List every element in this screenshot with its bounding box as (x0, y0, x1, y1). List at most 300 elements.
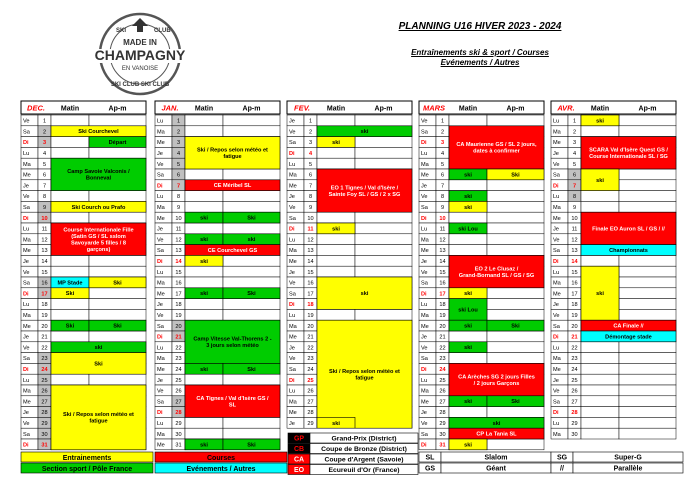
weekday: Ve (421, 269, 428, 276)
day-number: 15 (41, 269, 48, 276)
weekday: Lu (23, 377, 30, 384)
weekday: Je (553, 226, 559, 233)
day-number: 2 (42, 129, 47, 136)
weekday: Ve (23, 345, 30, 352)
day-number: 23 (307, 356, 314, 363)
event-label: Ski / Repos selon météo et fatigue (63, 412, 134, 425)
day-number: 4 (572, 151, 577, 157)
weekday: Je (421, 183, 427, 190)
weekday: Me (421, 248, 429, 255)
weekday: Me (157, 442, 165, 449)
weekday: Ma (289, 172, 297, 179)
header-matin: Matin (326, 105, 346, 113)
day-number: 7 (572, 183, 577, 190)
weekday: Je (23, 410, 29, 417)
day-number: 11 (41, 226, 48, 233)
event-label: ski (247, 237, 256, 244)
day-number: 25 (175, 377, 182, 384)
weekday: Sa (289, 291, 296, 298)
day-number: 24 (41, 367, 48, 373)
weekday: Di (23, 442, 29, 449)
day-number: 10 (41, 215, 48, 222)
header-matin: Matin (590, 105, 610, 113)
day-number: 18 (41, 302, 48, 309)
header-apm: Ap-m (374, 105, 393, 113)
day-number: 6 (308, 172, 313, 179)
day-number: 18 (175, 302, 182, 309)
weekday: Ma (23, 388, 31, 395)
weekday: Me (157, 367, 165, 373)
day-number: 25 (307, 377, 314, 384)
weekday: Sa (289, 367, 296, 373)
weekday: Di (553, 410, 559, 417)
weekday: Me (157, 140, 165, 147)
weekday: Me (289, 259, 297, 265)
event-label: ski (200, 215, 208, 222)
day-number: 2 (572, 129, 577, 136)
legend-discipline-label: Géant (486, 465, 506, 473)
day-number: 20 (175, 323, 182, 330)
event-label: ski (200, 291, 208, 298)
weekday: Je (23, 183, 29, 190)
weekday: Lu (23, 226, 30, 233)
legend-discipline-code: GS (424, 465, 436, 473)
weekday: Ve (553, 237, 560, 244)
legend-code: CB (293, 446, 305, 454)
weekday: Ve (157, 161, 164, 168)
event-label: ski (596, 291, 604, 298)
legend-discipline-label: Super-G (614, 454, 642, 462)
day-number: 12 (41, 237, 48, 244)
legend-code-cb (288, 444, 418, 454)
weekday: Lu (157, 118, 164, 125)
weekday: Sa (289, 215, 296, 222)
weekday: Lu (289, 313, 296, 319)
weekday: Di (421, 140, 427, 147)
event-label: Ski (247, 291, 256, 298)
weekday: Sa (553, 323, 560, 330)
day-number: 1 (308, 118, 313, 125)
event-label: Ski (113, 323, 122, 330)
event-label: Départ (108, 140, 127, 146)
weekday: Sa (157, 323, 164, 330)
weekday: Je (289, 421, 295, 427)
event-label: Démontage stade (605, 334, 652, 341)
weekday: Ma (553, 431, 561, 438)
weekday: Di (157, 259, 163, 265)
weekday: Je (157, 151, 163, 157)
weekday: Ve (553, 161, 560, 168)
day-number: 11 (439, 226, 446, 233)
day-number: 15 (571, 269, 578, 276)
day-number: 24 (439, 367, 446, 373)
weekday: Lu (157, 421, 164, 427)
day-number: 4 (308, 151, 313, 157)
event-label: ski (596, 118, 604, 125)
day-number: 30 (571, 431, 578, 438)
weekday: Ve (421, 118, 428, 125)
weekday: Je (289, 118, 295, 125)
day-number: 13 (41, 248, 48, 255)
weekday: Di (421, 291, 427, 298)
day-number: 28 (307, 410, 314, 417)
day-number: 5 (308, 161, 313, 168)
header-apm: Ap-m (108, 105, 127, 113)
day-number: 3 (440, 140, 445, 147)
page-subtitle-2: Evénements / Autres (440, 58, 520, 67)
event-label: CA Finale // (613, 323, 644, 330)
weekday: Me (23, 323, 31, 330)
legend-discipline-code: SL (425, 454, 435, 462)
day-number: 23 (439, 356, 446, 363)
legend-code-eo (288, 465, 418, 475)
day-number: 9 (176, 205, 181, 211)
weekday: Ma (157, 431, 165, 438)
month-name: DEC. (27, 103, 45, 113)
weekday: Di (289, 226, 295, 233)
day-number: 25 (439, 377, 446, 384)
legend-discipline-4 (551, 463, 683, 473)
day-number: 25 (571, 377, 578, 384)
day-number: 17 (439, 291, 446, 298)
day-number: 26 (571, 388, 578, 395)
day-number: 11 (307, 226, 314, 233)
day-number: 14 (439, 259, 446, 265)
weekday: Ma (553, 280, 561, 287)
day-number: 12 (439, 237, 446, 244)
day-number: 6 (440, 172, 445, 179)
weekday: Ma (553, 205, 561, 211)
event-label: ski (200, 258, 208, 265)
event-label: Camp Savoie Valconis / Bonneval (67, 169, 130, 182)
event-label: ski (464, 194, 472, 200)
weekday: Sa (23, 356, 30, 363)
legend-swatch-2 (155, 452, 287, 462)
day-number: 3 (176, 140, 181, 147)
weekday: Sa (421, 280, 428, 287)
weekday: Ve (289, 280, 296, 287)
weekday: Sa (553, 399, 560, 406)
legend-discipline-3 (551, 452, 683, 462)
event-label: Ski (113, 280, 122, 287)
weekday: Lu (421, 151, 428, 157)
legend-code-ca (288, 454, 418, 464)
day-number: 15 (307, 269, 314, 276)
day-number: 10 (439, 215, 446, 222)
weekday: Je (289, 345, 295, 352)
weekday: Di (23, 140, 29, 147)
day-number: 27 (571, 399, 578, 406)
day-number: 7 (440, 183, 445, 190)
day-number: 2 (176, 129, 181, 136)
event-label: CA Maurienne GS / SL 2 jours, dates à confirmer (456, 142, 537, 155)
event-label: ski (360, 129, 369, 136)
legend-discipline-code: SG (556, 454, 568, 462)
event-label: Ski / Repos selon météo et fatigue (197, 147, 268, 161)
event-label: ski (200, 237, 208, 244)
event-label: ski (464, 399, 472, 406)
weekday: Lu (289, 161, 296, 168)
day-number: 18 (571, 302, 578, 309)
weekday: Sa (23, 129, 30, 136)
weekday: Me (553, 367, 561, 373)
weekday: Lu (553, 269, 560, 276)
day-number: 1 (176, 118, 181, 125)
event-label: ski (360, 291, 369, 298)
day-number: 14 (41, 259, 48, 265)
event-label: Ski Courch ou Prafo (71, 204, 126, 211)
event-label: Ski (247, 366, 256, 373)
day-number: 1 (440, 118, 445, 125)
weekday: Ve (23, 421, 30, 427)
day-number: 27 (439, 399, 446, 406)
day-number: 4 (440, 151, 445, 157)
event-label: Ski (511, 172, 520, 179)
event-label: ski (464, 204, 472, 211)
weekday: Ve (23, 269, 30, 276)
day-number: 29 (175, 421, 182, 427)
legend-label: Section sport / Pôle France (41, 465, 133, 473)
weekday: Ve (553, 313, 560, 319)
weekday: Lu (157, 345, 164, 352)
day-number: 4 (176, 151, 181, 157)
day-number: 21 (307, 334, 314, 341)
weekday: Lu (553, 118, 560, 125)
day-number: 7 (42, 183, 47, 190)
weekday: Di (421, 367, 427, 373)
weekday: Lu (289, 388, 296, 395)
day-number: 10 (175, 215, 182, 222)
event-label: ski (464, 172, 472, 179)
weekday: Ma (157, 356, 165, 363)
weekday: Ma (289, 323, 297, 330)
weekday: Ve (421, 345, 428, 352)
weekday: Je (157, 377, 163, 384)
day-number: 26 (307, 388, 314, 395)
weekday: Sa (289, 140, 296, 147)
weekday: Di (421, 442, 427, 449)
day-number: 21 (41, 334, 48, 341)
weekday: Ma (157, 129, 165, 136)
page-title: PLANNING U16 HIVER 2023 - 2024 (398, 21, 562, 32)
month-name: AVR. (557, 103, 575, 113)
weekday: Ve (157, 313, 164, 319)
weekday: Di (23, 367, 29, 373)
day-number: 7 (176, 183, 181, 190)
day-number: 27 (175, 399, 182, 406)
weekday: Me (157, 291, 165, 298)
event-label: Ski (94, 361, 103, 368)
month-name: MARS (422, 103, 446, 113)
day-number: 22 (571, 345, 578, 352)
weekday: Ma (421, 161, 429, 168)
weekday: Me (421, 399, 429, 406)
day-number: 17 (307, 291, 314, 298)
weekday: Me (553, 215, 561, 222)
event-label: EO 2 Le Clusaz / Grand-Bornand SL / GS / SG (458, 266, 535, 279)
legend-discipline-code: // (560, 465, 564, 473)
day-number: 5 (572, 161, 577, 168)
day-number: 26 (41, 388, 48, 395)
day-number: 22 (175, 345, 182, 352)
day-number: 17 (175, 291, 182, 298)
event-label: ski (200, 366, 208, 373)
weekday: Ma (23, 237, 31, 244)
weekday: Sa (157, 248, 164, 255)
weekday: Me (23, 172, 31, 179)
weekday: Sa (23, 280, 30, 287)
day-number: 22 (439, 345, 446, 352)
weekday: Ma (157, 205, 165, 211)
day-number: 27 (307, 399, 314, 406)
day-number: 31 (41, 442, 48, 449)
event-label: ski Lou (458, 226, 478, 233)
day-number: 8 (440, 194, 445, 201)
weekday: Ve (421, 421, 428, 427)
day-number: 5 (42, 161, 47, 168)
svg-text:MADE IN: MADE IN (123, 38, 157, 47)
weekday: Di (157, 334, 163, 341)
weekday: Ma (157, 280, 165, 287)
day-number: 19 (41, 313, 48, 319)
weekday: Ma (289, 248, 297, 255)
weekday: Sa (553, 248, 560, 255)
day-number: 16 (307, 280, 314, 287)
event-label: SCARA Val d'Isère Quest GS / Course Internationale SL / SG (589, 147, 668, 161)
day-number: 6 (42, 172, 47, 179)
day-number: 14 (175, 259, 182, 265)
event-label: ski (200, 442, 208, 449)
weekday: Me (289, 334, 297, 341)
day-number: 7 (308, 183, 313, 190)
day-number: 19 (439, 313, 446, 319)
legend-code: GP (293, 435, 305, 443)
day-number: 5 (440, 161, 445, 168)
day-number: 2 (308, 129, 313, 136)
weekday: Me (23, 248, 31, 255)
weekday: Lu (553, 345, 560, 352)
day-number: 16 (571, 280, 578, 287)
weekday: Lu (553, 421, 560, 427)
weekday: Sa (157, 172, 164, 179)
day-number: 18 (439, 302, 446, 309)
day-number: 14 (307, 259, 314, 265)
weekday: Ve (157, 237, 164, 244)
event-label: Championnats (609, 248, 648, 254)
weekday: Lu (23, 151, 30, 157)
day-number: 28 (439, 410, 446, 417)
weekday: Ma (421, 313, 429, 319)
weekday: Sa (553, 172, 560, 179)
day-number: 6 (176, 172, 181, 179)
event-label: Ski (247, 215, 256, 222)
day-number: 5 (176, 161, 181, 168)
weekday: Je (553, 302, 559, 309)
weekday: Ve (289, 129, 296, 136)
weekday: Je (289, 269, 295, 276)
weekday: Ve (421, 194, 428, 201)
weekday: Ma (421, 388, 429, 395)
event-label: ski (332, 226, 340, 233)
legend-label: Evénements / Autres (186, 465, 256, 473)
header-apm: Ap-m (242, 105, 261, 113)
day-number: 28 (571, 410, 578, 417)
weekday: Ma (553, 129, 561, 136)
day-number: 11 (571, 226, 578, 233)
header-apm: Ap-m (638, 105, 657, 113)
day-number: 24 (307, 367, 314, 373)
day-number: 30 (41, 431, 48, 438)
weekday: Me (421, 172, 429, 179)
page-subtitle-1: Entraînements ski & sport / Courses (411, 48, 549, 57)
day-number: 11 (175, 226, 182, 233)
day-number: 12 (571, 237, 578, 244)
weekday: Ma (553, 356, 561, 363)
weekday: Lu (157, 269, 164, 276)
day-number: 13 (439, 248, 446, 255)
day-number: 1 (572, 118, 577, 125)
day-number: 20 (41, 323, 48, 330)
weekday: Ma (23, 313, 31, 319)
day-number: 6 (572, 172, 577, 179)
weekday: Di (23, 215, 29, 222)
day-number: 22 (41, 345, 48, 352)
event-label: Ski Courchevel (78, 129, 119, 136)
weekday: Je (157, 226, 163, 233)
day-number: 29 (307, 421, 314, 427)
event-label: CE Courchevel GS (207, 248, 258, 254)
weekday: Di (157, 410, 163, 417)
event-label: ski (492, 420, 501, 427)
day-number: 9 (42, 205, 47, 211)
day-number: 16 (175, 280, 182, 287)
event-label: ski (464, 345, 472, 352)
day-number: 9 (572, 205, 577, 211)
day-number: 4 (42, 151, 47, 157)
day-number: 12 (175, 237, 182, 244)
legend-code-label: Coupe de Bronze (District) (321, 446, 407, 454)
day-number: 16 (41, 280, 48, 287)
legend-code: EO (293, 467, 305, 475)
weekday: Lu (421, 226, 428, 233)
header-matin: Matin (194, 105, 214, 113)
weekday: Di (553, 259, 559, 265)
day-number: 22 (307, 345, 314, 352)
event-label: Finale EO Auron SL / GS / // (592, 226, 665, 233)
event-label: ski (464, 323, 472, 330)
weekday: Me (157, 215, 165, 222)
day-number: 13 (307, 248, 314, 255)
day-number: 15 (175, 269, 182, 276)
day-number: 29 (41, 421, 48, 427)
weekday: Lu (553, 194, 560, 201)
weekday: Me (421, 323, 429, 330)
weekday: Me (289, 183, 297, 190)
day-number: 3 (572, 140, 577, 147)
weekday: Di (553, 334, 559, 341)
day-number: 17 (41, 291, 48, 298)
weekday: Sa (421, 205, 428, 211)
svg-text:EN VANOISE: EN VANOISE (121, 66, 159, 72)
weekday: Ve (23, 194, 30, 201)
day-number: 10 (571, 215, 578, 222)
event-label: Ski (247, 442, 256, 449)
day-number: 20 (307, 323, 314, 330)
legend-code-label: Ecureuil d'Or (France) (328, 467, 400, 475)
svg-text:CLUB: CLUB (154, 28, 171, 34)
weekday: Je (421, 259, 427, 265)
weekday: Di (23, 291, 29, 298)
